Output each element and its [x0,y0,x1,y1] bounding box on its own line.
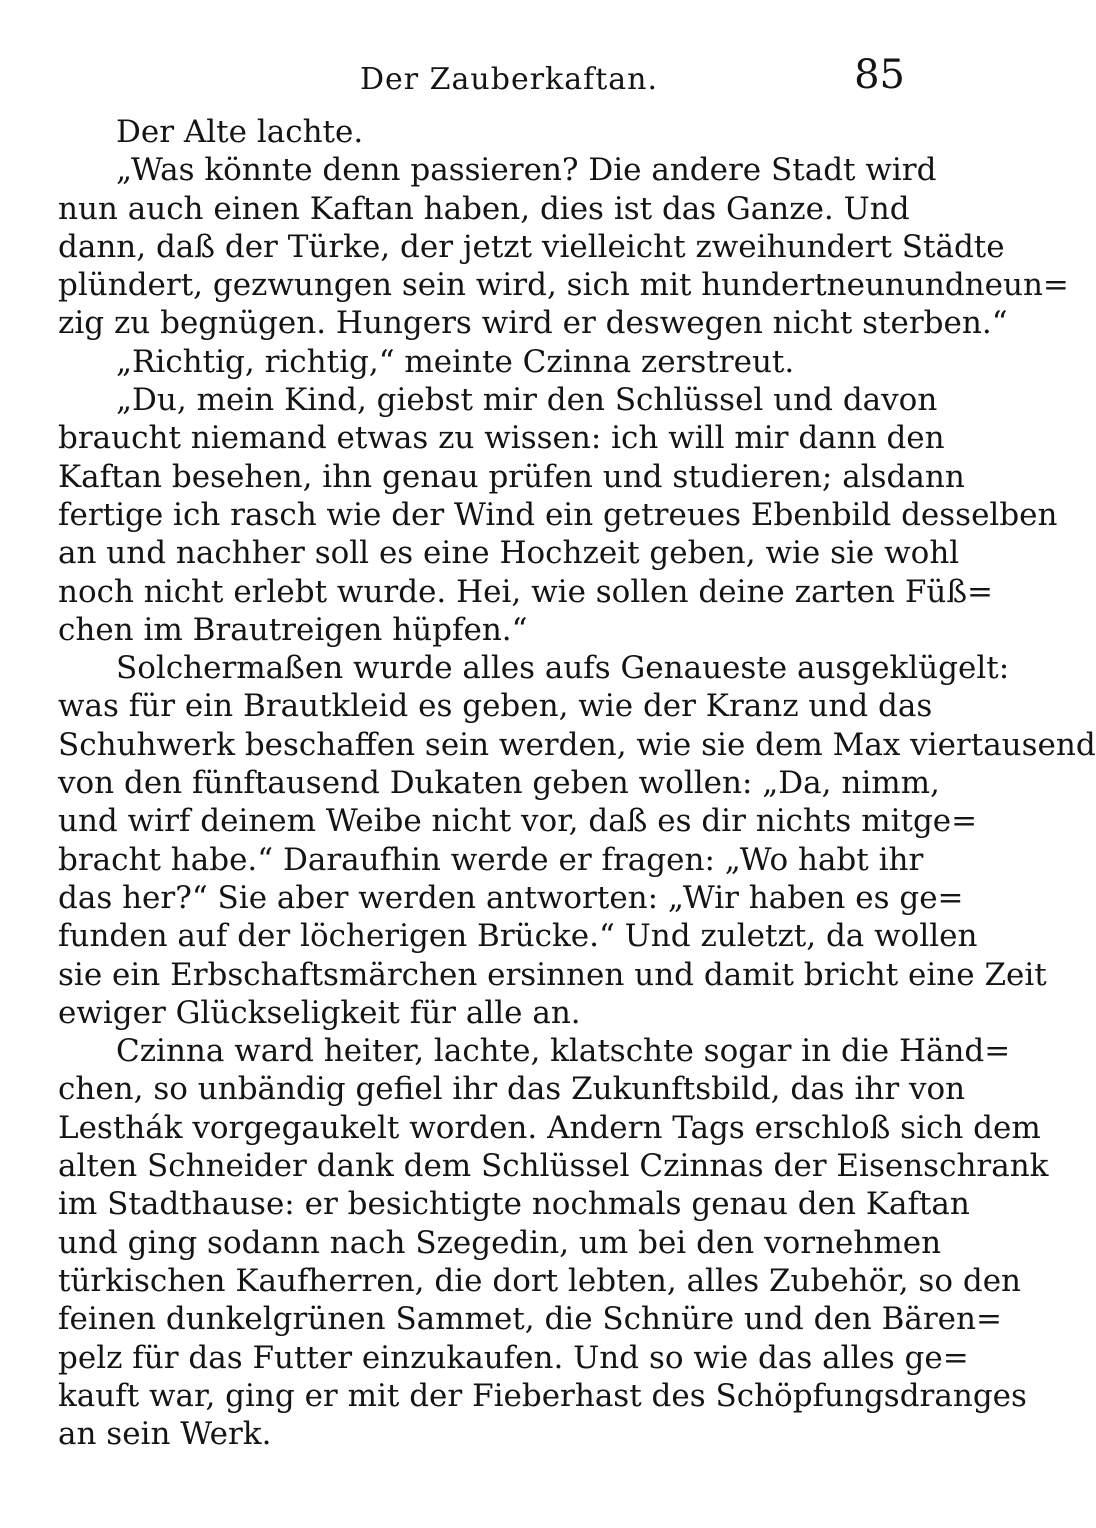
text-line: nun auch einen Kaftan haben, dies ist das Ganze. Und [58,190,910,227]
text-line: dann, daß der Türke, der jetzt vielleicht zweihundert Städte [58,228,1005,265]
text-line: chen, so unbändig gefiel ihr das Zukunftsbild, das ihr von [58,1071,966,1108]
text-line: Der Alte lachte. [116,114,364,150]
text-line: feinen dunkelgrünen Sammet, die Schnüre und den Bären= [58,1301,1002,1338]
text-line: Lesthák vorgegaukelt worden. Andern Tags erschloß sich dem [58,1109,1041,1146]
text-line: „Was könnte denn passieren? Die andere Stadt wird [116,152,937,189]
text-line: noch nicht erlebt wurde. Hei, wie sollen deine zarten Füß= [58,573,994,610]
text-line: kauft war, ging er mit der Fieberhast des Schöpfungsdranges [58,1377,1027,1414]
text-line: funden auf der löcherigen Brücke.“ Und zuletzt, da wollen [58,918,978,955]
body-text [58,113,1096,1453]
text-line: im Stadthause: er besichtigte nochmals genau den Kaftan [58,1186,970,1223]
text-line: das her?“ Sie aber werden antworten: „Wir haben es ge= [58,879,964,916]
text-line: alten Schneider dank dem Schlüssel Czinnas der Eisenschrank [58,1148,1049,1185]
text-line: an und nachher soll es eine Hochzeit geben, wie sie wohl [58,535,960,572]
text-line: und wirf deinem Weibe nicht vor, daß es dir nichts mitge= [58,803,978,840]
text-line: ewiger Glückseligkeit für alle an. [58,994,581,1031]
text-line: chen im Brautreigen hüpfen.“ [58,611,528,648]
page-number: 85 [854,52,905,98]
text-line: türkischen Kaufherren, die dort lebten, alles Zubehör, so den [58,1262,1022,1299]
text-line: Czinna ward heiter, lachte, klatschte sogar in die Händ= [116,1033,1011,1070]
text-line: von den fünftausend Dukaten geben wollen: „Da, nimm, [58,765,940,802]
text-line: bracht habe.“ Daraufhin werde er fragen: „Wo habt ihr [58,841,924,878]
text-line: zig zu begnügen. Hungers wird er deswegen nicht sterben.“ [58,305,1008,342]
text-line: plündert, gezwungen sein wird, sich mit hundertneunundneun= [58,267,1069,304]
text-line: was für ein Brautkleid es geben, wie der Kranz und das [58,688,933,725]
text-line: und ging sodann nach Szegedin, um bei den vornehmen [58,1224,942,1261]
text-line: „Du, mein Kind, giebst mir den Schlüssel und davon [116,382,938,419]
text-line: Solchermaßen wurde alles aufs Genaueste ausgeklügelt: [116,650,1010,687]
running-title: Der Zauberkaftan. [360,62,659,97]
text-line: fertige ich rasch wie der Wind ein getreues Ebenbild desselben [58,496,1058,533]
text-line: Kaftan besehen, ihn genau prüfen und studieren; alsdann [58,458,965,495]
text-line: an sein Werk. [58,1416,272,1453]
text-line: „Richtig, richtig,“ meinte Czinna zerstreut. [116,343,795,380]
text-line: braucht niemand etwas zu wissen: ich will mir dann den [58,420,945,457]
running-head [60,52,905,104]
text-line: sie ein Erbschaftsmärchen ersinnen und damit bricht eine Zeit [58,956,1047,993]
text-line: pelz für das Futter einzukaufen. Und so wie das alles ge= [58,1339,969,1376]
text-line: Schuhwerk beschaffen sein werden, wie sie dem Max viertausend [58,726,1096,763]
